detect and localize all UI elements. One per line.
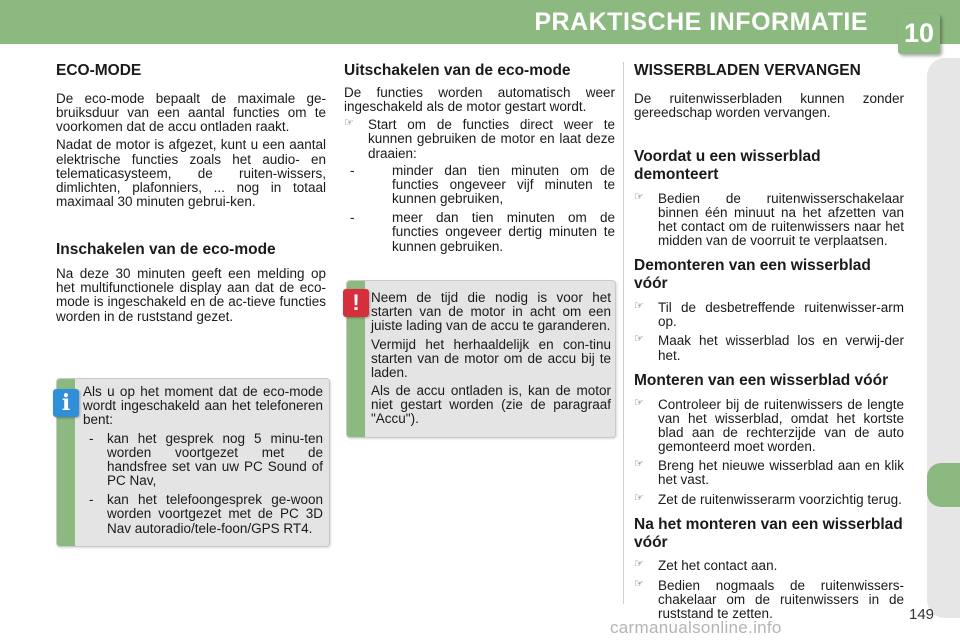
list-item: ☞ Zet het contact aan.	[634, 558, 778, 574]
warning-note-paragraph-1: Neem de tijd die nodig is voor het starten van de motor in acht om een juiste lading van de accu te garanderen.	[371, 290, 611, 334]
eco-off-sublist	[350, 162, 615, 254]
eco-mode-paragraph-1: De eco-mode bepaalt de maximale ge-bruiksduur van een aantal functies om te voorkomen dat de accu ontladen raakt.	[56, 90, 326, 135]
column-divider	[623, 62, 624, 604]
list-item: ☞ Breng het nieuwe wisserblad aan en klik het vast.	[634, 458, 904, 488]
warning-note-body	[371, 291, 611, 431]
chapter-tab	[898, 14, 940, 54]
list-item: ☞ Start om de functies direct weer te kunnen gebruiken de motor en laat deze draaien: - minder dan tien minuten om de functies ongeveer vijf minuten te kunnen gebruiken, - meer dan tien minuten om de functies ongeveer dertig minuten te kunnen gebruiken.	[344, 117, 615, 254]
header-bar	[0, 0, 960, 44]
hand-pointer-icon: ☞	[634, 558, 644, 571]
list-item: ☞ Bedien nogmaals de ruitenwissers-chakelaar om de ruitenwissers in de ruststand te zetten.	[634, 577, 904, 621]
eco-on-paragraph: Na deze 30 minuten geeft een melding op het multifunctionele display aan dat de eco-mode is ingeschakeld en de ac-tieve functies worden in de ruststand gezet.	[56, 266, 326, 324]
after-mounting-list	[634, 559, 904, 621]
hand-pointer-icon: ☞	[634, 333, 644, 346]
before-removal-heading: Voordat u een wisserblad demonteert	[634, 148, 821, 183]
list-item: ☞ Bedien de ruitenwisserschakelaar binnen één minuut na het afzetten van het contact om de ruitenwissers naar het midden van de voorruit te verplaatsen.	[634, 190, 904, 249]
watermark: carmanualsonline.info	[610, 618, 782, 637]
info-note-list	[83, 432, 323, 536]
page-number: 149	[909, 606, 935, 623]
info-icon: i	[53, 389, 79, 417]
warning-note	[346, 280, 616, 438]
column-wiper-blades	[634, 62, 904, 626]
warning-icon: !	[343, 289, 369, 317]
wiper-intro: De ruitenwisserbladen kunnen zonder gereedschap worden vervangen.	[634, 90, 904, 120]
list-item: - kan het telefoongesprek ge-woon worden voortgezet met de PC 3D Nav autoradio/tele-foon/GPS RT4.	[89, 492, 323, 536]
removal-list	[634, 301, 904, 363]
eco-off-list	[344, 118, 615, 254]
hand-pointer-icon: ☞	[634, 300, 644, 313]
side-index-strip	[927, 58, 960, 618]
eco-on-heading: Inschakelen van de eco-mode	[56, 241, 276, 259]
hand-pointer-icon: ☞	[344, 117, 354, 130]
eco-mode-heading: ECO-MODE	[56, 62, 142, 79]
warning-note-paragraph-2: Vermijd het herhaaldelijk en con-tinu starten van de motor om de accu bij te laden.	[371, 336, 611, 380]
list-item: ☞ Zet de ruitenwisserarm voorzichtig terug.	[634, 491, 902, 507]
list-item: - minder dan tien minuten om de functies ongeveer vijf minuten te kunnen gebruiken,	[350, 162, 615, 207]
list-item: - kan het gesprek nog 5 minu-ten worden voortgezet met de handsfree set van uw PC Sound of PC Nav,	[89, 430, 323, 489]
list-item: ☞ Controleer bij de ruitenwissers de lengte van het wisserblad, omdat het kortste blad aan de rechterzijde van de auto gemonteerd moet worden.	[634, 396, 904, 455]
warning-note-paragraph-3: Als de accu ontladen is, kan de motor niet gestart worden (zie de paragraaf "Accu").	[371, 383, 611, 427]
list-item: ☞ Maak het wisserblad los en verwij-der het.	[634, 333, 904, 363]
list-item: - meer dan tien minuten om de functies ongeveer dertig minuten te kunnen gebruiken.	[350, 210, 615, 254]
side-index-tab	[927, 463, 960, 507]
list-item: ☞ Til de desbetreffende ruitenwisser-arm op.	[634, 300, 904, 330]
mounting-heading: Monteren van een wisserblad vóór	[634, 371, 889, 389]
info-note-body	[83, 385, 323, 541]
eco-off-intro: De functies worden automatisch weer ingeschakeld als de motor gestart wordt.	[344, 84, 615, 114]
before-removal-list	[634, 192, 904, 249]
eco-mode-paragraph-2: Nadat de motor is afgezet, kunt u een aantal elektrische functies zoals het audio- en telematicasysteem, de ruiten-wissers, dimlichten, plafonniers, ... nog in totaal maximaal 30 minuten gebrui-ken.	[56, 137, 326, 210]
info-note	[56, 378, 330, 547]
hand-pointer-icon: ☞	[634, 491, 644, 504]
mounting-list	[634, 398, 904, 507]
eco-off-heading: Uitschakelen van de eco-mode	[344, 62, 571, 79]
hand-pointer-icon: ☞	[634, 190, 644, 203]
column-eco-mode	[56, 62, 326, 328]
column-eco-off	[344, 62, 615, 259]
page-title: PRAKTISCHE INFORMATIE	[534, 8, 868, 36]
hand-pointer-icon: ☞	[634, 577, 644, 590]
info-note-intro: Als u op het moment dat de eco-mode wordt ingeschakeld aan het telefoneren bent:	[83, 384, 323, 428]
wiper-heading: WISSERBLADEN VERVANGEN	[634, 62, 861, 79]
after-mounting-heading: Na het monteren van een wisserblad vóór	[634, 515, 903, 551]
removal-heading: Demonteren van een wisserblad vóór	[634, 257, 871, 293]
chapter-number: 10	[903, 18, 935, 48]
hand-pointer-icon: ☞	[634, 396, 644, 409]
hand-pointer-icon: ☞	[634, 458, 644, 471]
